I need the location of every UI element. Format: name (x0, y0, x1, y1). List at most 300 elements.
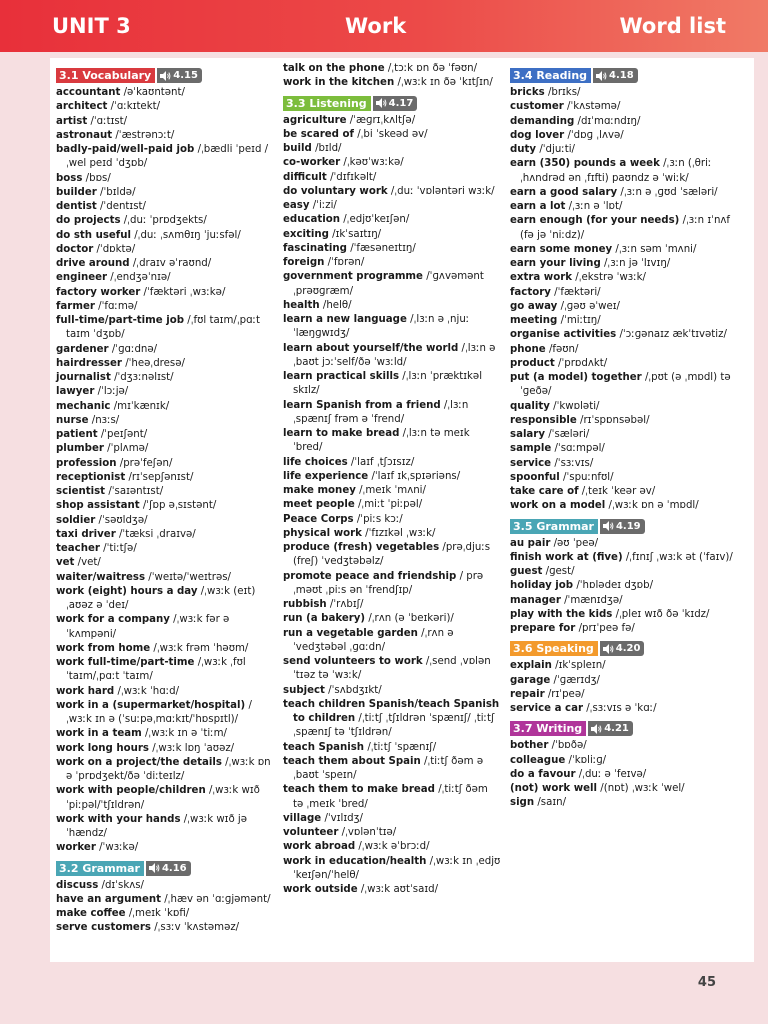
phonetic-transcription: /ˌtɔːk ɒn ðə ˈfəʊn/ (387, 63, 478, 74)
phonetic-transcription: /ˈbɪldə/ (100, 186, 136, 198)
phonetic-transcription: /ˌdraɪv əˈraʊnd/ (132, 258, 212, 269)
section-header (510, 721, 742, 736)
word-entry (510, 702, 742, 716)
section-header (510, 641, 742, 656)
headword: teacher (56, 543, 100, 554)
headword: have an argument (56, 893, 161, 905)
headword: health (283, 299, 320, 311)
phonetic-transcription: /ˈhɒlədeɪ dʒɒb/ (576, 580, 654, 592)
speaker-icon (149, 863, 162, 873)
word-entry (56, 385, 274, 399)
phonetic-transcription: /ˈæɡrɪˌkʌltʃə/ (349, 114, 416, 126)
headword: factory worker (56, 286, 141, 298)
word-entry (510, 754, 742, 768)
headword: vet (56, 557, 75, 569)
audio-track-number: 4.17 (388, 97, 414, 109)
speaker-icon (591, 724, 604, 734)
word-entry (283, 470, 501, 484)
phonetic-transcription: /ˌwɜːk frəm ˈhəʊm/ (153, 642, 249, 654)
headword: (not) work well (510, 783, 598, 794)
word-entry (510, 371, 742, 400)
headword: demanding (510, 115, 575, 127)
phonetic-transcription: /ˌɡəʊ əˈweɪ/ (560, 300, 620, 312)
audio-track-button[interactable] (588, 721, 633, 736)
headword: teach Spanish (283, 741, 365, 753)
section-title: 3.5 Grammar (510, 519, 598, 534)
word-entry (283, 427, 501, 456)
headword: service a car (510, 703, 583, 714)
phonetic-transcription: /ˌduː ə ˈfeɪvə/ (578, 768, 647, 780)
word-entry (283, 62, 501, 76)
headword: work from home (56, 642, 151, 654)
word-entry (56, 585, 274, 614)
word-entry (56, 457, 274, 471)
headword: work in the kitchen (283, 77, 395, 89)
word-entry (510, 300, 742, 314)
word-entry (283, 812, 501, 826)
phonetic-transcription: /ˈɔːɡənaɪz ækˈtɪvətiz/ (619, 329, 727, 341)
headword: astronaut (56, 129, 113, 141)
headword: work with people/children (56, 785, 206, 797)
audio-track-button[interactable] (600, 641, 645, 656)
word-entry (510, 442, 742, 456)
headword: worker (56, 842, 96, 854)
column-3 (510, 62, 742, 811)
phonetic-transcription: /ˈbɒðə/ (551, 740, 587, 752)
phonetic-transcription: /ˈlɔːjə/ (97, 386, 129, 398)
headword: easy (283, 200, 310, 211)
phonetic-transcription: /ˈʃɒp əˌsɪstənt/ (142, 500, 217, 512)
headword: life experience (283, 470, 369, 482)
phonetic-transcription: /ˈfæktəri ˌwɜːkə/ (143, 286, 226, 298)
headword: builder (56, 186, 97, 198)
word-entry (56, 442, 274, 456)
headword: hairdresser (56, 357, 122, 369)
phonetic-transcription: /ˌmiːt ˈpiːpəl/ (358, 499, 423, 511)
section-title: 3.4 Reading (510, 68, 591, 83)
headword: dog lover (510, 129, 565, 141)
headword: sample (510, 443, 552, 455)
word-entry (510, 659, 742, 673)
phonetic-transcription: /ˈɡærɪdʒ/ (553, 674, 600, 686)
headword: gardener (56, 343, 109, 355)
word-entry (56, 414, 274, 428)
word-entry (283, 199, 501, 213)
headword: build (283, 143, 312, 154)
audio-track-number: 4.21 (604, 723, 629, 735)
section-title: 3.1 Vocabulary (56, 68, 155, 83)
word-entry (510, 271, 742, 285)
word-entry (56, 742, 274, 756)
word-entry (283, 142, 501, 156)
word-entry (283, 698, 501, 741)
word-entry (283, 171, 501, 185)
phonetic-transcription: /ɪkˈspleɪn/ (555, 660, 606, 672)
headword: spoonful (510, 471, 560, 483)
phonetic-transcription: /ˌwɜːk ɒn ə ˈprɒdʒekt/ðə ˈdiːteɪlz/ (66, 756, 271, 782)
headword: take care of (510, 486, 579, 497)
phonetic-transcription: /ˈspuːnfʊl/ (563, 471, 614, 483)
phonetic-transcription: /ˈdʒɜːnəlɪst/ (114, 372, 174, 383)
headword: doctor (56, 243, 94, 255)
headword: learn to make bread (283, 428, 400, 439)
headword: manager (510, 594, 561, 606)
phonetic-transcription: /helθ/ (322, 299, 352, 311)
word-entry (510, 400, 742, 414)
headword: earn (350) pounds a week (510, 158, 660, 170)
headword: meeting (510, 315, 558, 326)
headword: work with your hands (56, 813, 181, 825)
headword: subject (283, 684, 325, 696)
headword: physical work (283, 527, 362, 539)
phonetic-transcription: /ˈplʌmə/ (107, 443, 149, 455)
word-entry (56, 314, 274, 343)
phonetic-transcription: /ˌekstrə ˈwɜːk/ (575, 272, 646, 284)
headword: customer (510, 101, 564, 113)
word-entry (283, 370, 501, 399)
audio-track-button[interactable] (600, 519, 645, 534)
headword: run (a bakery) (283, 613, 366, 625)
headword: salary (510, 429, 545, 440)
headword: guest (510, 566, 543, 577)
word-entry (283, 541, 501, 570)
headword: work in education/health (283, 855, 427, 867)
headword: badly-paid/well-paid job (56, 144, 195, 155)
word-entry (283, 242, 501, 256)
phonetic-transcription: /prɪˈpeə fə/ (578, 623, 635, 634)
headword: scientist (56, 486, 106, 497)
headword: go away (510, 300, 558, 312)
phonetic-transcription: /ˌrʌn (ə ˈbeɪkəri)/ (368, 613, 454, 625)
phonetic-transcription: /ˌwɜːk ɪn ə ˈtiːm/ (145, 728, 227, 740)
headword: talk on the phone (283, 63, 385, 74)
headword: difficult (283, 171, 327, 183)
phonetic-transcription: /ˈdentɪst/ (100, 201, 146, 212)
phonetic-transcription: /brɪks/ (547, 87, 581, 98)
audio-track-button[interactable] (373, 96, 418, 111)
word-entry (510, 100, 742, 114)
headword: teach them about Spain (283, 755, 421, 767)
phonetic-transcription: /fəʊn/ (548, 343, 579, 355)
headword: duty (510, 144, 537, 155)
word-entry (56, 642, 274, 656)
headword: education (283, 214, 340, 226)
phonetic-transcription: /ˌɜːn səm ˈmʌni/ (615, 243, 697, 255)
word-entry (56, 129, 274, 143)
word-entry (56, 172, 274, 186)
speaker-icon (603, 521, 616, 531)
word-entry (283, 855, 501, 884)
phonetic-transcription: /ˌɜːn jə ˈlɪvɪŋ/ (603, 258, 671, 269)
headword: service (510, 457, 552, 469)
phonetic-transcription: /ˌtiːtʃ ˌtʃɪldrən ˈspænɪʃ/ ˌtiːtʃ ˌspænɪʃ tə ˈtʃɪldrən/ (293, 713, 495, 739)
phonetic-transcription: /ˌedjʊˈkeɪʃən/ (343, 214, 410, 226)
phonetic-transcription: /ˈweɪtə/ˈweɪtrəs/ (148, 571, 231, 583)
section-title: 3.6 Speaking (510, 641, 598, 656)
word-entry (56, 428, 274, 442)
phonetic-transcription: /prəˌdjuːs (freʃ) ˈvedʒtəbəlz/ (293, 542, 491, 568)
speaker-icon (376, 98, 389, 108)
phonetic-transcription: /ˌkəʊˈwɜːkə/ (343, 157, 404, 169)
audio-track-button[interactable] (593, 68, 638, 83)
section-title: 3.2 Grammar (56, 861, 144, 876)
speaker-icon (160, 71, 173, 81)
phonetic-transcription: /ˌwɜːk aʊtˈsaɪd/ (360, 884, 439, 895)
word-entry (56, 699, 274, 728)
word-entry (510, 796, 742, 810)
word-entry (510, 471, 742, 485)
headword: rubbish (283, 599, 327, 610)
word-entry (510, 739, 742, 753)
word-entry (510, 143, 742, 157)
headword: farmer (56, 300, 95, 312)
headword: do projects (56, 215, 121, 227)
headword: organise activities (510, 329, 617, 341)
word-entry (56, 100, 274, 114)
phonetic-transcription: /dɪˈskʌs/ (101, 879, 144, 891)
headword: co-worker (283, 157, 341, 169)
headword: quality (510, 400, 550, 412)
phonetic-transcription: /ˌlɜːn tə meɪk ˈbred/ (293, 428, 470, 454)
word-entry (56, 813, 274, 842)
word-entry (510, 457, 742, 471)
word-entry (510, 129, 742, 143)
phonetic-transcription: /ˌsɜːv ˈkʌstəməz/ (154, 922, 240, 934)
phonetic-transcription: /ˈsɜːvɪs/ (554, 457, 594, 469)
headword: sign (510, 797, 535, 809)
phonetic-transcription: /ˈsɑːmpəl/ (554, 443, 605, 455)
headword: responsible (510, 414, 577, 426)
word-entry (283, 783, 501, 812)
word-entry (283, 840, 501, 854)
phonetic-transcription: /ˈsæləri/ (548, 429, 590, 440)
headword: product (510, 357, 555, 369)
word-entry (283, 156, 501, 170)
word-entry (510, 314, 742, 328)
word-entry (510, 579, 742, 593)
word-entry (56, 613, 274, 642)
word-entry (56, 357, 274, 371)
word-entry (56, 471, 274, 485)
headword: work full-time/part-time (56, 657, 195, 668)
phonetic-transcription: /ɪkˈsaɪtɪŋ/ (332, 228, 382, 240)
word-entry (510, 214, 742, 243)
headword: nurse (56, 414, 89, 426)
word-list-label: Word list (619, 14, 726, 38)
headword: teach them to make bread (283, 784, 435, 796)
phonetic-transcription: /ˌwɜːk ɪn ˌedjʊˈkeɪʃən/ˈhelθ/ (293, 855, 501, 881)
word-entry (510, 782, 742, 796)
headword: work in a (supermarket/hospital) (56, 699, 246, 711)
phonetic-transcription: /ˌɜːn ɪˈnʌf (fə jə ˈniːdz)/ (520, 215, 731, 241)
phonetic-transcription: /ˈdɪfɪkəlt/ (330, 171, 377, 183)
word-entry (56, 571, 274, 585)
phonetic-transcription: /ˈkɒliːɡ/ (568, 754, 607, 766)
word-entry (56, 542, 274, 556)
audio-track-number: 4.20 (615, 643, 641, 655)
headword: work abroad (283, 841, 356, 853)
word-entry (283, 342, 501, 371)
headword: do sth useful (56, 229, 131, 241)
phonetic-transcription: /ˈlaɪf ɪkˌspɪəriəns/ (371, 470, 461, 482)
headword: phone (510, 343, 546, 355)
headword: work hard (56, 685, 115, 697)
word-entry (283, 270, 501, 299)
word-entry (56, 656, 274, 685)
word-entry (56, 257, 274, 271)
phonetic-transcription: /nɜːs/ (91, 414, 120, 426)
word-entry (56, 514, 274, 528)
headword: play with the kids (510, 608, 613, 620)
audio-track-number: 4.16 (161, 862, 187, 874)
headword: shop assistant (56, 500, 140, 512)
headword: prepare for (510, 623, 576, 634)
phonetic-transcription: /ˈtiːtʃə/ (103, 543, 137, 554)
headword: run a vegetable garden (283, 627, 418, 639)
phonetic-transcription: /ˌbi ˈskeəd əv/ (357, 128, 428, 140)
phonetic-transcription: /ˈɡɑːdnə/ (111, 343, 158, 355)
audio-track-number: 4.15 (173, 70, 198, 81)
headword: garage (510, 674, 551, 686)
phonetic-transcription: /ˈsʌbdʒɪkt/ (328, 684, 382, 696)
phonetic-transcription: /ˌtiːtʃ ðəm tə ˌmeɪk ˈbred/ (293, 784, 488, 810)
phonetic-transcription: /ˌmeɪk ˈkɒfi/ (128, 908, 190, 919)
phonetic-transcription: /bɒs/ (85, 172, 111, 184)
headword: earn your living (510, 258, 601, 269)
column-1 (56, 62, 274, 936)
headword: patient (56, 429, 98, 440)
phonetic-transcription: /ˈsaɪəntɪst/ (108, 486, 164, 497)
phonetic-transcription: /ˈdjuːti/ (539, 144, 575, 155)
word-entry (56, 143, 274, 172)
headword: accountant (56, 87, 121, 98)
word-entry (283, 598, 501, 612)
phonetic-transcription: /ˈɑːkɪtekt/ (110, 101, 161, 113)
section-header (510, 519, 742, 534)
word-entry (283, 484, 501, 498)
headword: produce (fresh) vegetables (283, 542, 440, 553)
word-entry (510, 243, 742, 257)
headword: Peace Corps (283, 513, 354, 525)
word-entry (56, 756, 274, 785)
phonetic-transcription: /ˈmænɪdʒə/ (564, 594, 623, 606)
headword: soldier (56, 514, 96, 526)
word-entry (510, 200, 742, 214)
word-entry (283, 627, 501, 656)
audio-track-button[interactable] (146, 861, 191, 876)
word-entry (56, 286, 274, 300)
phonetic-transcription: /mɪˈkænɪk/ (113, 400, 170, 412)
word-entry (56, 86, 274, 100)
word-entry (56, 784, 274, 813)
phonetic-transcription: /ˌɜːn ə ˈlɒt/ (568, 201, 623, 212)
speaker-icon (596, 71, 609, 81)
headword: engineer (56, 272, 108, 284)
word-entry (56, 200, 274, 214)
phonetic-transcription: /ˈrʌbɪʃ/ (329, 599, 364, 610)
headword: journalist (56, 372, 111, 383)
word-entry (510, 86, 742, 100)
section-title: 3.3 Listening (283, 96, 371, 111)
headword: bricks (510, 87, 545, 98)
word-entry (283, 883, 501, 897)
phonetic-transcription: /ˈkwɒləti/ (553, 400, 600, 412)
phonetic-transcription: /ˌwɜːk fər ə ˈkʌmpəni/ (66, 614, 230, 640)
word-entry (510, 594, 742, 608)
headword: repair (510, 688, 545, 700)
headword: earn some money (510, 243, 613, 255)
word-entry (56, 727, 274, 741)
phonetic-transcription: /bɪld/ (315, 143, 342, 154)
phonetic-transcription: /ˈɑːtɪst/ (90, 115, 128, 127)
phonetic-transcription: /ˌrʌn ə ˈvedʒtəbəl ˌɡɑːdn/ (293, 627, 454, 653)
headword: au pair (510, 537, 551, 549)
phonetic-transcription: /ˈfɪzɪkəl ˌwɜːk/ (365, 527, 436, 539)
phonetic-transcription: /ˈpiːs kɔː/ (356, 513, 403, 525)
word-entry (56, 300, 274, 314)
headword: profession (56, 457, 117, 469)
phonetic-transcription: /(nɒt) ˌwɜːk ˈwel/ (600, 783, 685, 794)
phonetic-transcription: /ˈprɒdʌkt/ (558, 357, 608, 369)
phonetic-transcription: /ˌwɜːk ɒn ə ˈmɒdl/ (608, 500, 699, 512)
word-entry (510, 499, 742, 513)
headword: boss (56, 172, 83, 184)
phonetic-transcription: /ˌlɜːn ˈpræktɪkəl skɪlz/ (293, 371, 483, 397)
phonetic-transcription: /əʊ ˈpeə/ (553, 537, 599, 549)
word-entry (510, 157, 742, 186)
word-entry (510, 343, 742, 357)
phonetic-transcription: /ˈkʌstəmə/ (567, 101, 621, 113)
word-entry (283, 76, 501, 90)
word-entry (510, 565, 742, 579)
word-entry (510, 608, 742, 622)
page-number: 45 (697, 975, 716, 990)
headword: extra work (510, 272, 573, 284)
headword: learn about yourself/the world (283, 342, 459, 354)
phonetic-transcription: /ˌhæv ən ˈɑːɡjəmənt/ (164, 893, 271, 905)
phonetic-transcription: /ˌpʊt (ə ˌmɒdl) təˈɡeðə/ (520, 372, 731, 398)
word-entry (56, 556, 274, 570)
headword: work outside (283, 884, 358, 895)
phonetic-transcription: /ˈdɒktə/ (96, 243, 136, 255)
phonetic-transcription: /ˌendʒəˈnɪə/ (110, 272, 171, 284)
word-entry (510, 428, 742, 442)
phonetic-transcription: /ˈfɑːmə/ (98, 300, 138, 312)
phonetic-transcription: /ˌɜːn ə ˌɡʊd ˈsæləri/ (620, 186, 718, 198)
word-entry (56, 214, 274, 228)
phonetic-transcription: /ˌwɜːk (eɪt) ˌaʊəz ə ˈdeɪ/ (66, 585, 256, 611)
audio-track-button[interactable] (157, 68, 202, 83)
phonetic-transcription: /ˈwɜːkə/ (99, 842, 139, 854)
word-entry (56, 893, 274, 907)
phonetic-transcription: /ˌsend ˌvɒlənˈtɪəz tə ˈwɜːk/ (293, 656, 491, 682)
phonetic-transcription: /saɪn/ (537, 797, 567, 809)
word-entry (56, 921, 274, 935)
phonetic-transcription: /ˌfʊl taɪm/ˌpɑːt taɪm ˈdʒɒb/ (66, 315, 260, 341)
phonetic-transcription: /ˌteɪk ˈkeər əv/ (581, 486, 656, 497)
phonetic-transcription: /ˈvɪlɪdʒ/ (324, 812, 363, 824)
headword: meet people (283, 499, 355, 511)
headword: earn a good salary (510, 186, 618, 198)
phonetic-transcription: /ˌpleɪ wɪð ðə ˈkɪdz/ (615, 608, 710, 620)
unit-title: Work (345, 14, 407, 38)
word-entry (283, 612, 501, 626)
word-entry (510, 688, 742, 702)
phonetic-transcription: /ˈheəˌdresə/ (125, 357, 185, 369)
word-entry (283, 256, 501, 270)
headword: work for a company (56, 614, 170, 626)
phonetic-transcription: /rɪˈsepʃənɪst/ (128, 471, 194, 483)
